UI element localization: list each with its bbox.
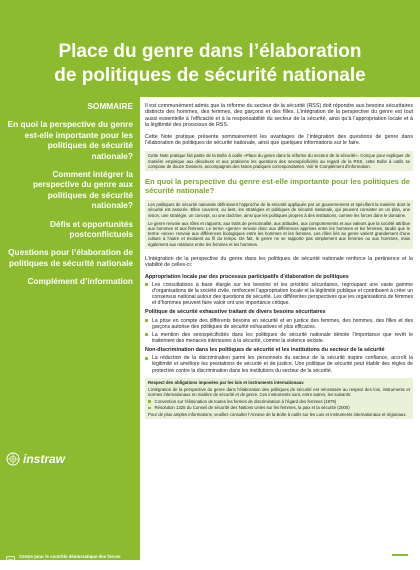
toc-item[interactable]: Complément d’information [27,276,133,287]
page-footer-rule [392,554,408,556]
list-item-text: La prise en compte des différents besoins en sécurité et en justice des femmes, des hommes, des filles et des garçons autorise des politiques de sécurité exhaustives et plus efficaces. [152,317,413,330]
intro-paragraph-2: Cette Note pratique présente sommairement les avantages de l’intégration des questions de genre dans l’élaboration de politiques de sécurité nationale, ainsi que quelques informations sur le faire. [145,133,413,147]
list-item [145,355,413,373]
subheading-non-discrimination: Non-discrimination dans les politiques de sécurité et les institutions du secteur de la sécurité [145,347,385,354]
box-title: Respect des obligations imposées par les lois et instruments internationaux [148,379,304,385]
main-content [145,103,413,426]
list-item-text: Convention sur l’élimination de toutes les formes de discrimination à l’égard des femmes (1979) [154,399,337,405]
definitions-box [145,200,413,249]
bullet-square-icon [145,319,148,322]
bullet-square-icon [145,357,148,360]
list-item-text: Résolution 1325 du Conseil de sécurité des Nations Unies sur les femmes, la paix et la sécurité (2000) [154,405,350,411]
summary-label: SOMMAIRE [87,101,133,111]
dcaf-emblem-icon [6,554,15,570]
table-of-contents [5,101,133,295]
un-emblem-icon [6,452,20,466]
integration-paragraph: L’intégration de la perspective du genre dans les politiques de sécurité nationale renforce la pertinence et la viabilité de celles-ci: [145,255,413,269]
bullet-square-icon [145,333,148,336]
definition-security-policy: Les politiques de sécurité nationale définissent l’approche de la sécurité appliquée par un gouvernement et spécifient la manière dont la sécurité est assurée. Elles couvrent, ou lient, les stratégies et politiques de sécurité nationale, qui peuvent consister en un plan, une vision, une stratégie, un concept, ou une doctrine, ainsi que les politiques propres à des institutions, comme les forces dans le domaine. [148,202,410,218]
dcaf-logo [6,554,134,570]
toc-item[interactable]: En quoi la perspective du genre est-elle importante pour les politiques de sécurité nationale? [7,119,133,161]
dcaf-caption: Centre pour le contrôle démocratique des forces armées Genève (DCAF) [19,554,121,565]
international-obligations-box [145,378,413,419]
list-item-text: La mention des sexospécificités dans les politiques de sécurité nationale dénote l’importance que revêt le traitement des menaces intérieures à la sécurité, comme la violence sexiste. [152,331,413,344]
list-item [145,282,413,306]
section-heading: En quoi la perspective du genre est-elle importante pour les politiques de sécurité nationale? [145,177,410,195]
title-line-2: de politiques de sécurité nationale [54,65,366,86]
subheading-local-ownership: Appropriation locale par des processus participatifs d’élaboration de politiques [145,273,349,280]
bullet-square-icon [148,400,151,403]
page-title [0,40,420,88]
instraw-logo [6,452,134,466]
sidebar [0,97,140,565]
toc-item[interactable]: Comment intégrer la perspective du genre aux politiques de sécurité nationale? [32,169,133,211]
list-item [145,332,413,344]
toolkit-info-box: Cette Note pratique fait partie de la Boîte à outils «Place du genre dans la réforme du secteur de la sécurité». Conçue pour expliquer de manière empirique aux décideurs et aux praticiens les questions des sexospécificités au regard de la RSS, cette Boîte à outils se compose de douze Dossiers, accompagnés des Notes pratiques correspondantes. Voir le Complément d’information. [145,151,413,171]
toc-item[interactable]: Questions pour l’élaboration de politiques de sécurité nationale [8,247,133,268]
definition-gender: Le genre renvoie aux rôles et rapports, aux traits de personnalité, aux attitudes, aux comportements et aux valeurs que la société attribue aux hommes et aux femmes. Le terme «genre» renvoie donc aux différences apprises entre les hommes et les femmes, tandis que le terme «sexe» renvoie aux différences biologiques entre les hommes et les femmes. Les rôles liés au genre varient grandement d’une culture à l’autre et évoluent au fil du temps. De fait, le genre ne se rapporte pas simplement aux femmes ou aux hommes, mais également aux relations entre les femmes et les hommes. [148,220,410,247]
list-item [145,318,413,330]
list-item [148,405,410,410]
box-footer: Pour de plus amples informations, veuillez consulter l’Annexe de la Boîte à outils sur les Lois et instruments internationaux et régionaux. [148,411,407,417]
logos [6,452,134,570]
box-text: L’intégration de la perspective du genre dans l’élaboration des politiques de sécurité est nécessaire au respect des lois, instruments et normes internationaux en matière de sécurité et de genre. Ces instruments sont, entre autres, les suivants: [148,386,410,397]
instraw-wordmark: instraw [23,452,66,466]
list-item-text: La réduction de la discrimination parmi les personnels du secteur de la sécurité inspire confiance, accroît la légitimité et améliore les prestations de sécurité et de justice. Une politique de sécurité peut établir des règles de protection contre la discrimination dans les institutions du secteur de la sécurité. [152,355,413,374]
toc-item[interactable]: Défis et opportunités postconflictuels [50,218,133,240]
title-line-1: Place du genre dans l’élaboration [58,41,362,62]
list-item-text: Les consultations à base élargie sur les besoins et les priorités sécuritaires, regroupant une vaste gamme d’organisations de la société civile, renforcent l’appropriation locale et la légitimité publique et contribuent à créer un consensus national autour des questions de sécurité. Les différentes perspectives que les organisations de femmes et d’hommes peuvent faire valoir ont une importance critique. [152,281,413,307]
bullet-square-icon [148,407,151,410]
intro-paragraph-1: Il est communément admis que la réforme du secteur de la sécurité (RSS) doit répondre aux besoins sécuritaires distincts des hommes, des femmes, des garçons et des filles. L’intégration de la perspective du genre est tout aussi essentielle à l’efficacité et à la responsabilité du secteur de la sécurité, ainsi qu’à l’appropriation locale et à la légitimité des processus de RSS. [145,103,413,129]
subheading-comprehensive-policy: Politique de sécurité exhaustive traitant de divers besoins sécuritaires [145,309,326,316]
list-item [148,399,410,404]
bullet-square-icon [145,283,148,286]
